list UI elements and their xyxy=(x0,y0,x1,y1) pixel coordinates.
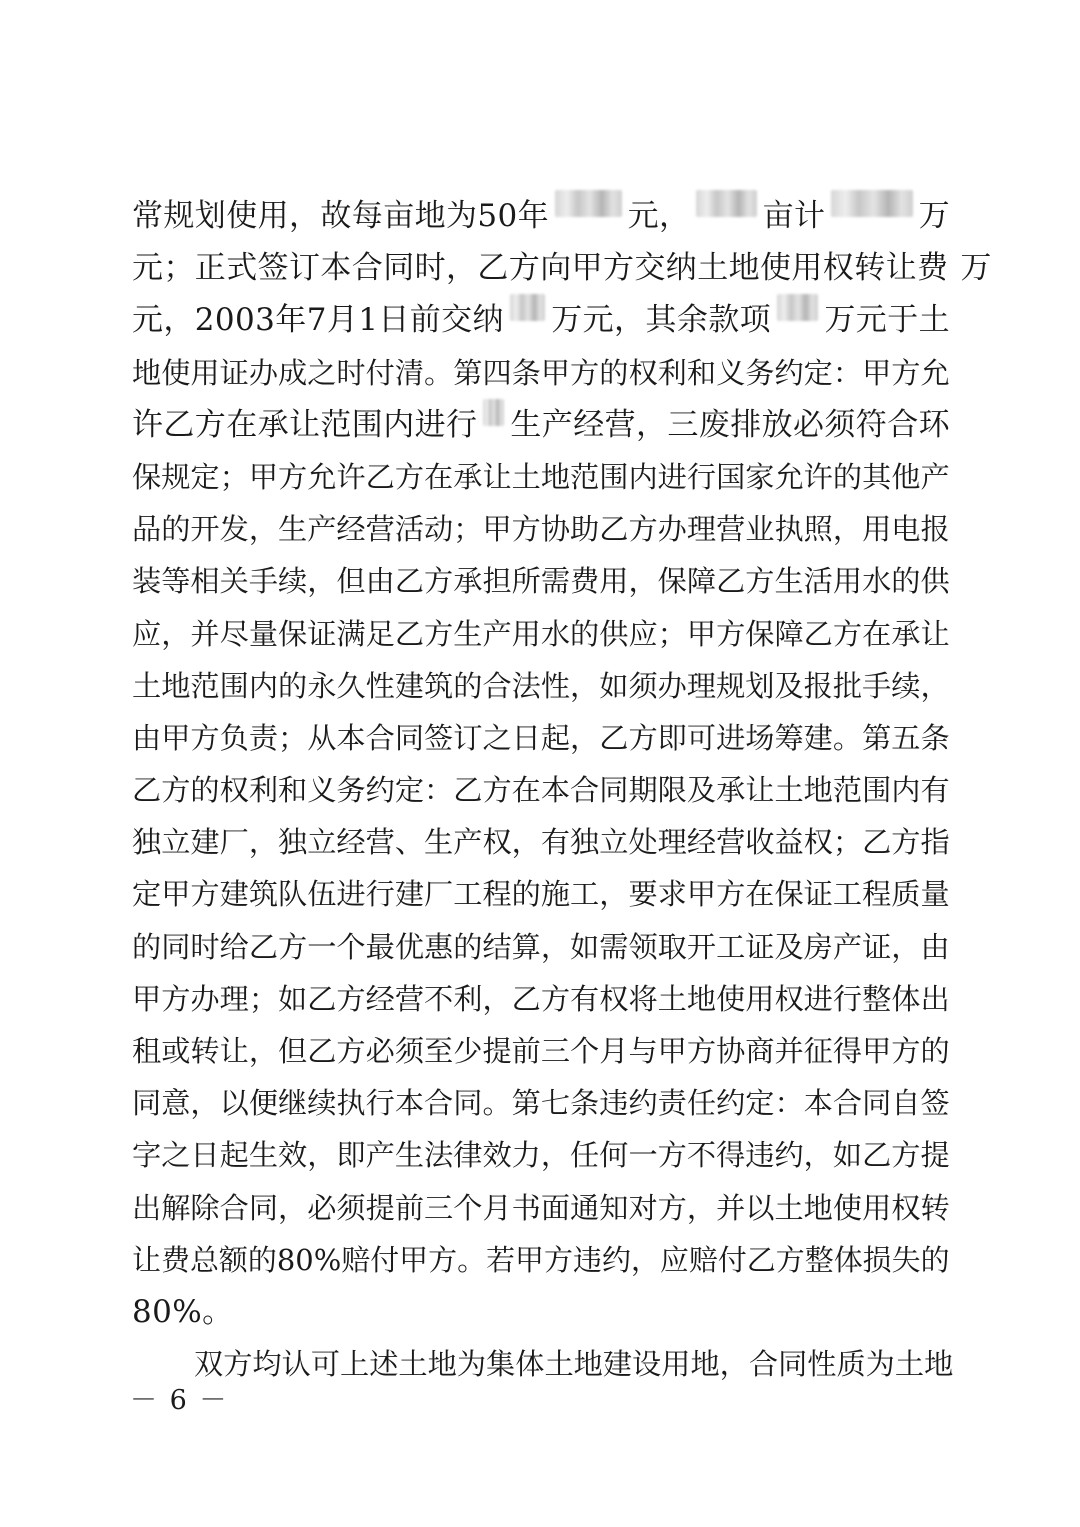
text-line-13: 独立建厂，独立经营、生产权，有独立处理经营收益权；乙方指 xyxy=(132,825,950,860)
redacted-block xyxy=(483,399,504,426)
text-segment: 元，2003年7月1日前交纳 xyxy=(132,302,504,339)
text-line-3 xyxy=(132,294,950,346)
text-segment: 亩计 xyxy=(762,198,826,234)
text-segment: 万 xyxy=(960,250,992,287)
text-segment: 生产经营，三废排放必须符合环 xyxy=(510,406,950,443)
text-segment: 常规划使用，故每亩地为50年 xyxy=(132,198,550,234)
text-segment: 万 xyxy=(918,198,950,234)
redacted-block xyxy=(555,190,622,217)
page-number: － 6 － xyxy=(130,1385,229,1416)
text-line-1 xyxy=(132,190,950,242)
text-line-12: 乙方的权利和义务约定：乙方在本合同期限及承让土地范围内有 xyxy=(132,773,950,808)
text-line-11: 由甲方负责；从本合同签订之日起，乙方即可进场筹建。第五条 xyxy=(132,720,950,755)
text-line-23: 双方均认可上述土地为集体土地建设用地，合同性质为土地 xyxy=(194,1347,954,1382)
text-line-10: 土地范围内的永久性建筑的合法性，如须办理规划及报批手续， xyxy=(132,668,950,703)
text-line-8: 装等相关手续，但由乙方承担所需费用，保障乙方生活用水的供 xyxy=(132,564,950,599)
text-line-7: 品的开发，生产经营活动；甲方协助乙方办理营业执照，用电报 xyxy=(132,512,950,547)
text-line-14: 定甲方建筑队伍进行建厂工程的施工，要求甲方在保证工程质量 xyxy=(132,877,950,912)
text-line-2 xyxy=(132,242,992,294)
redacted-block xyxy=(696,190,756,217)
text-line-4: 地使用证办成之时付清。第四条甲方的权利和义务约定：甲方允 xyxy=(132,355,950,390)
text-line-9: 应，并尽量保证满足乙方生产用水的供应；甲方保障乙方在承让 xyxy=(132,616,950,651)
redacted-block xyxy=(831,190,912,217)
text-segment: 万元于土 xyxy=(824,302,950,339)
redacted-block xyxy=(777,294,818,321)
text-segment: 许乙方在承让范围内进行 xyxy=(132,406,478,443)
text-line-22: 80%。 xyxy=(132,1293,234,1330)
text-segment: 万元，其余款项 xyxy=(551,302,772,339)
text-line-6: 保规定；甲方允许乙方在承让土地范围内进行国家允许的其他产 xyxy=(132,459,950,494)
text-line-20: 出解除合同，必须提前三个月书面通知对方，并以土地使用权转 xyxy=(132,1190,950,1225)
text-segment: 元， xyxy=(627,198,691,234)
contract-body-text xyxy=(132,190,992,1390)
text-line-21: 让费总额的80%赔付甲方。若甲方违约，应赔付乙方整体损失的 xyxy=(132,1242,950,1277)
text-line-15: 的同时给乙方一个最优惠的结算，如需领取开工证及房产证，由 xyxy=(132,929,950,964)
text-line-5 xyxy=(132,399,950,451)
text-line-16: 甲方办理；如乙方经营不利，乙方有权将土地使用权进行整体出 xyxy=(132,981,950,1016)
redacted-block xyxy=(510,294,545,321)
text-line-18: 同意，以便继续执行本合同。第七条违约责任约定：本合同自签 xyxy=(132,1086,950,1121)
text-segment: 元；正式签订本合同时，乙方向甲方交纳土地使用权转让费 xyxy=(132,250,949,287)
text-line-17: 租或转让，但乙方必须至少提前三个月与甲方协商并征得甲方的 xyxy=(132,1034,950,1068)
text-line-19: 字之日起生效，即产生法律效力，任何一方不得违约，如乙方提 xyxy=(132,1138,950,1173)
